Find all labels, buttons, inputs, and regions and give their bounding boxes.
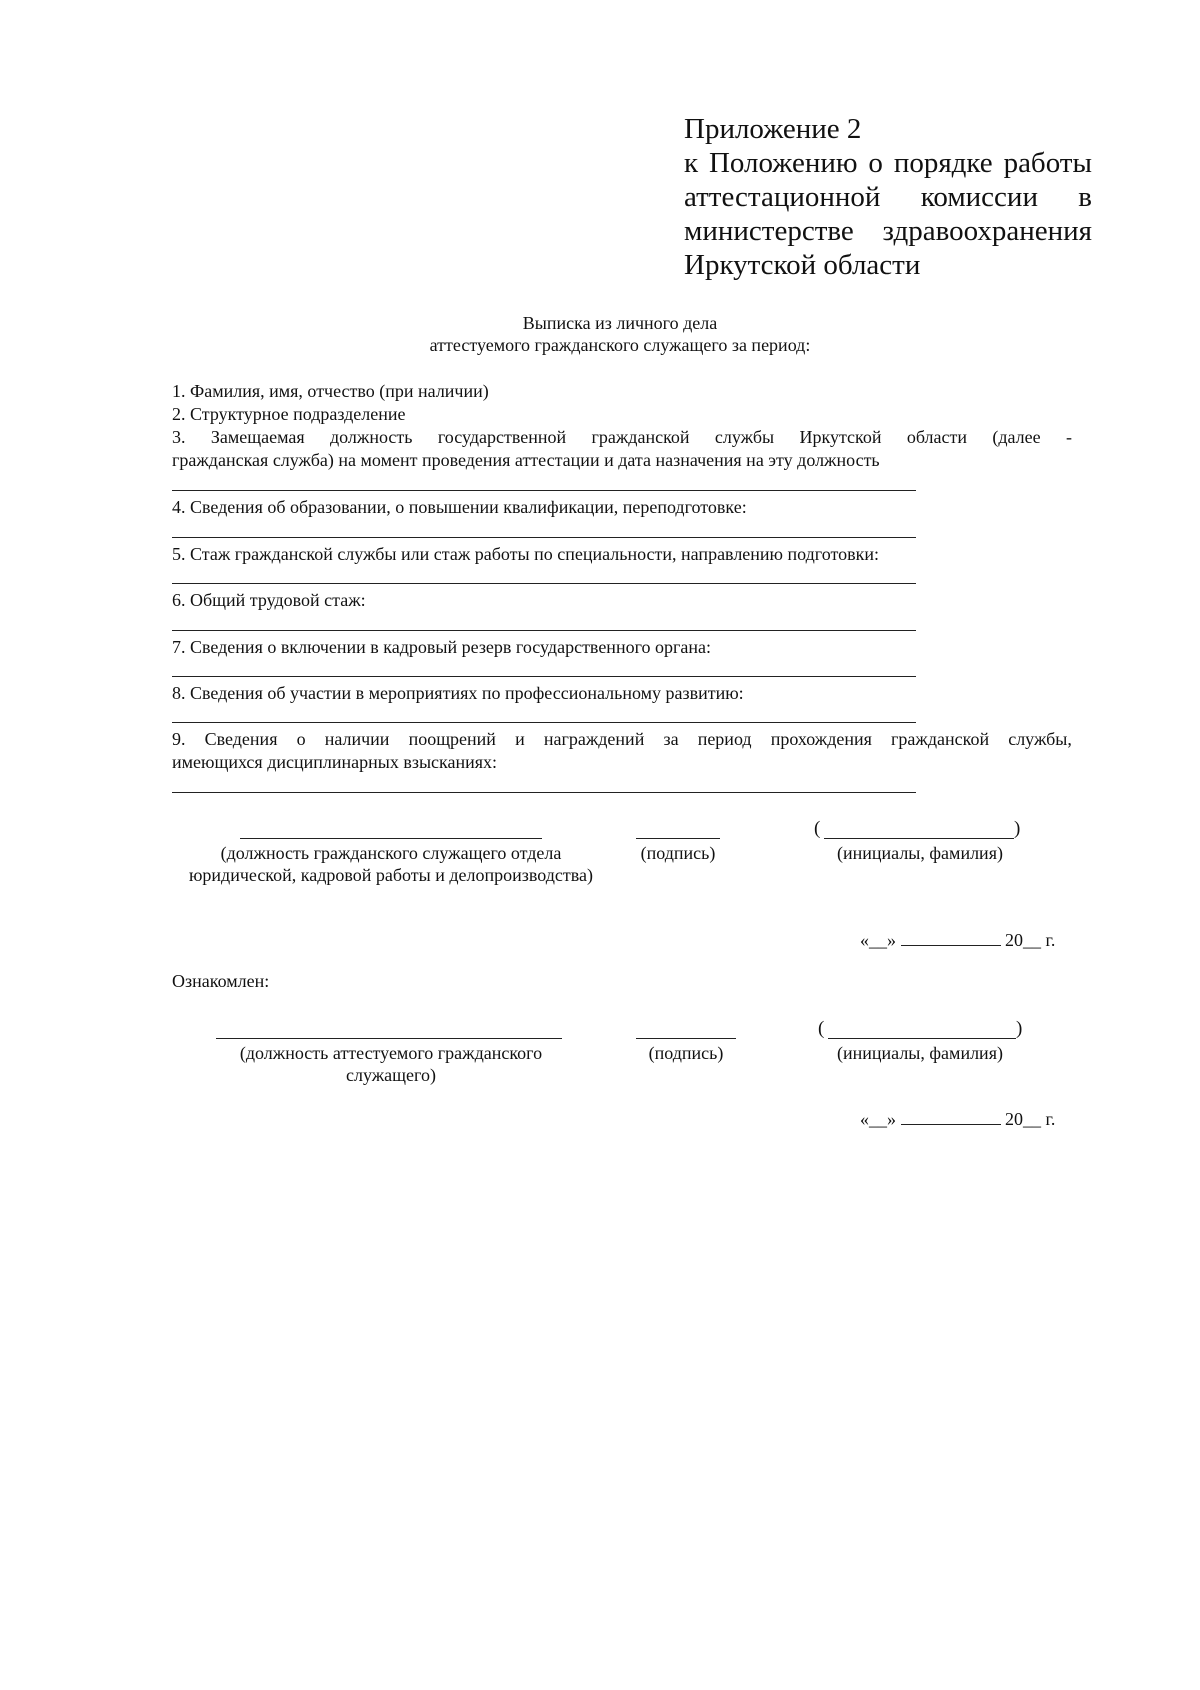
fill-line-item-5[interactable] [172, 583, 916, 584]
initials-caption: (инициалы, фамилия) [837, 843, 1003, 863]
item-3-line-1 [172, 426, 1072, 448]
date-day: «__» [860, 930, 896, 950]
initials-open-paren: ( [814, 818, 821, 839]
word: за [663, 729, 679, 749]
acquainted-label: Ознакомлен: [172, 971, 270, 991]
fill-line-item-9[interactable] [172, 792, 916, 793]
word: области [906, 427, 968, 447]
item-3-line-2: гражданская служба) на момент проведения аттестации и дата назначения на эту должность [172, 450, 880, 470]
item-8-professional-development: 8. Сведения об участии в мероприятиях по профессиональному развитию: [172, 683, 744, 703]
item-6-total-experience: 6. Общий трудовой стаж: [172, 590, 366, 610]
word: 9. [172, 729, 186, 749]
employee-initials-line[interactable] [828, 1038, 1016, 1039]
word: должность [329, 427, 413, 447]
item-7-personnel-reserve: 7. Сведения о включении в кадровый резерв государственного органа: [172, 637, 712, 657]
word: награждений [543, 729, 645, 749]
word: о [296, 729, 306, 749]
signature-caption: (подпись) [640, 843, 716, 863]
word: порядке [893, 147, 993, 179]
word: в [1078, 181, 1092, 213]
item-1-full-name: 1. Фамилия, имя, отчество (при наличии) [172, 381, 489, 401]
word: Иркутской [799, 427, 882, 447]
employee-signature-line[interactable] [636, 1038, 736, 1039]
annex-line-4 [684, 214, 1092, 248]
employee-position-caption: (должность аттестуемого гражданского служащего) [239, 1043, 543, 1085]
word: о [868, 147, 883, 179]
annex-line-5: Иркутской области [684, 249, 921, 281]
employee-position-line[interactable] [216, 1038, 562, 1039]
word: поощрений [408, 729, 496, 749]
word: наличии [324, 729, 390, 749]
word: здравоохранения [882, 215, 1092, 247]
position-signature-line[interactable] [240, 838, 542, 839]
date-month-blank[interactable] [901, 1110, 1001, 1125]
word: прохождения [770, 729, 872, 749]
position-caption: (должность гражданского служащего отдела юридической, кадровой работы и делопроизводства) [188, 843, 594, 885]
item-9-line-1 [172, 728, 1072, 750]
employee-initials-open-paren: ( [818, 1018, 825, 1039]
date-line-1 [860, 929, 1055, 951]
word: период [697, 729, 752, 749]
date-year: 20__ г. [1005, 1109, 1056, 1129]
word: Положению [708, 147, 858, 179]
signature-line[interactable] [636, 838, 720, 839]
employee-initials-close-paren: ) [1016, 1018, 1023, 1039]
initials-line[interactable] [824, 838, 1014, 839]
annex-title: Приложение 2 [684, 113, 862, 145]
date-line-2 [860, 1108, 1055, 1130]
word: комиссии [920, 181, 1038, 213]
word: аттестационной [684, 181, 881, 213]
fill-line-item-8[interactable] [172, 722, 916, 723]
word: - [1066, 427, 1072, 447]
fill-line-item-3[interactable] [172, 490, 916, 491]
word: гражданской [591, 427, 690, 447]
initials-close-paren: ) [1014, 818, 1021, 839]
word: гражданской [891, 729, 990, 749]
word: службы [714, 427, 775, 447]
date-year: 20__ г. [1005, 930, 1056, 950]
date-day: «__» [860, 1109, 896, 1129]
item-4-education: 4. Сведения об образовании, о повышении квалификации, переподготовке: [172, 497, 747, 517]
annex-line-2 [684, 146, 1092, 180]
item-2-department: 2. Структурное подразделение [172, 404, 406, 424]
fill-line-item-4[interactable] [172, 537, 916, 538]
word: службы, [1008, 729, 1072, 749]
employee-signature-caption: (подпись) [648, 1043, 724, 1063]
document-title: Выписка из личного дела [522, 313, 718, 333]
annex-line-3 [684, 180, 1092, 214]
employee-initials-caption: (инициалы, фамилия) [837, 1043, 1003, 1063]
word: работы [1003, 147, 1092, 179]
word: и [515, 729, 525, 749]
word: (далее [992, 427, 1041, 447]
word: к [684, 147, 699, 179]
date-month-blank[interactable] [901, 931, 1001, 946]
word: Замещаемая [210, 427, 305, 447]
annex-header [684, 112, 1092, 282]
item-5-service-length: 5. Стаж гражданской службы или стаж работы по специальности, направлению подготовки: [172, 544, 879, 564]
word: Сведения [204, 729, 278, 749]
fill-line-item-6[interactable] [172, 630, 916, 631]
word: министерстве [684, 215, 854, 247]
word: государственной [437, 427, 567, 447]
document-subtitle: аттестуемого гражданского служащего за период: [429, 335, 811, 355]
word: 3. [172, 427, 186, 447]
fill-line-item-7[interactable] [172, 676, 916, 677]
item-9-line-2: имеющихся дисциплинарных взысканиях: [172, 752, 498, 772]
